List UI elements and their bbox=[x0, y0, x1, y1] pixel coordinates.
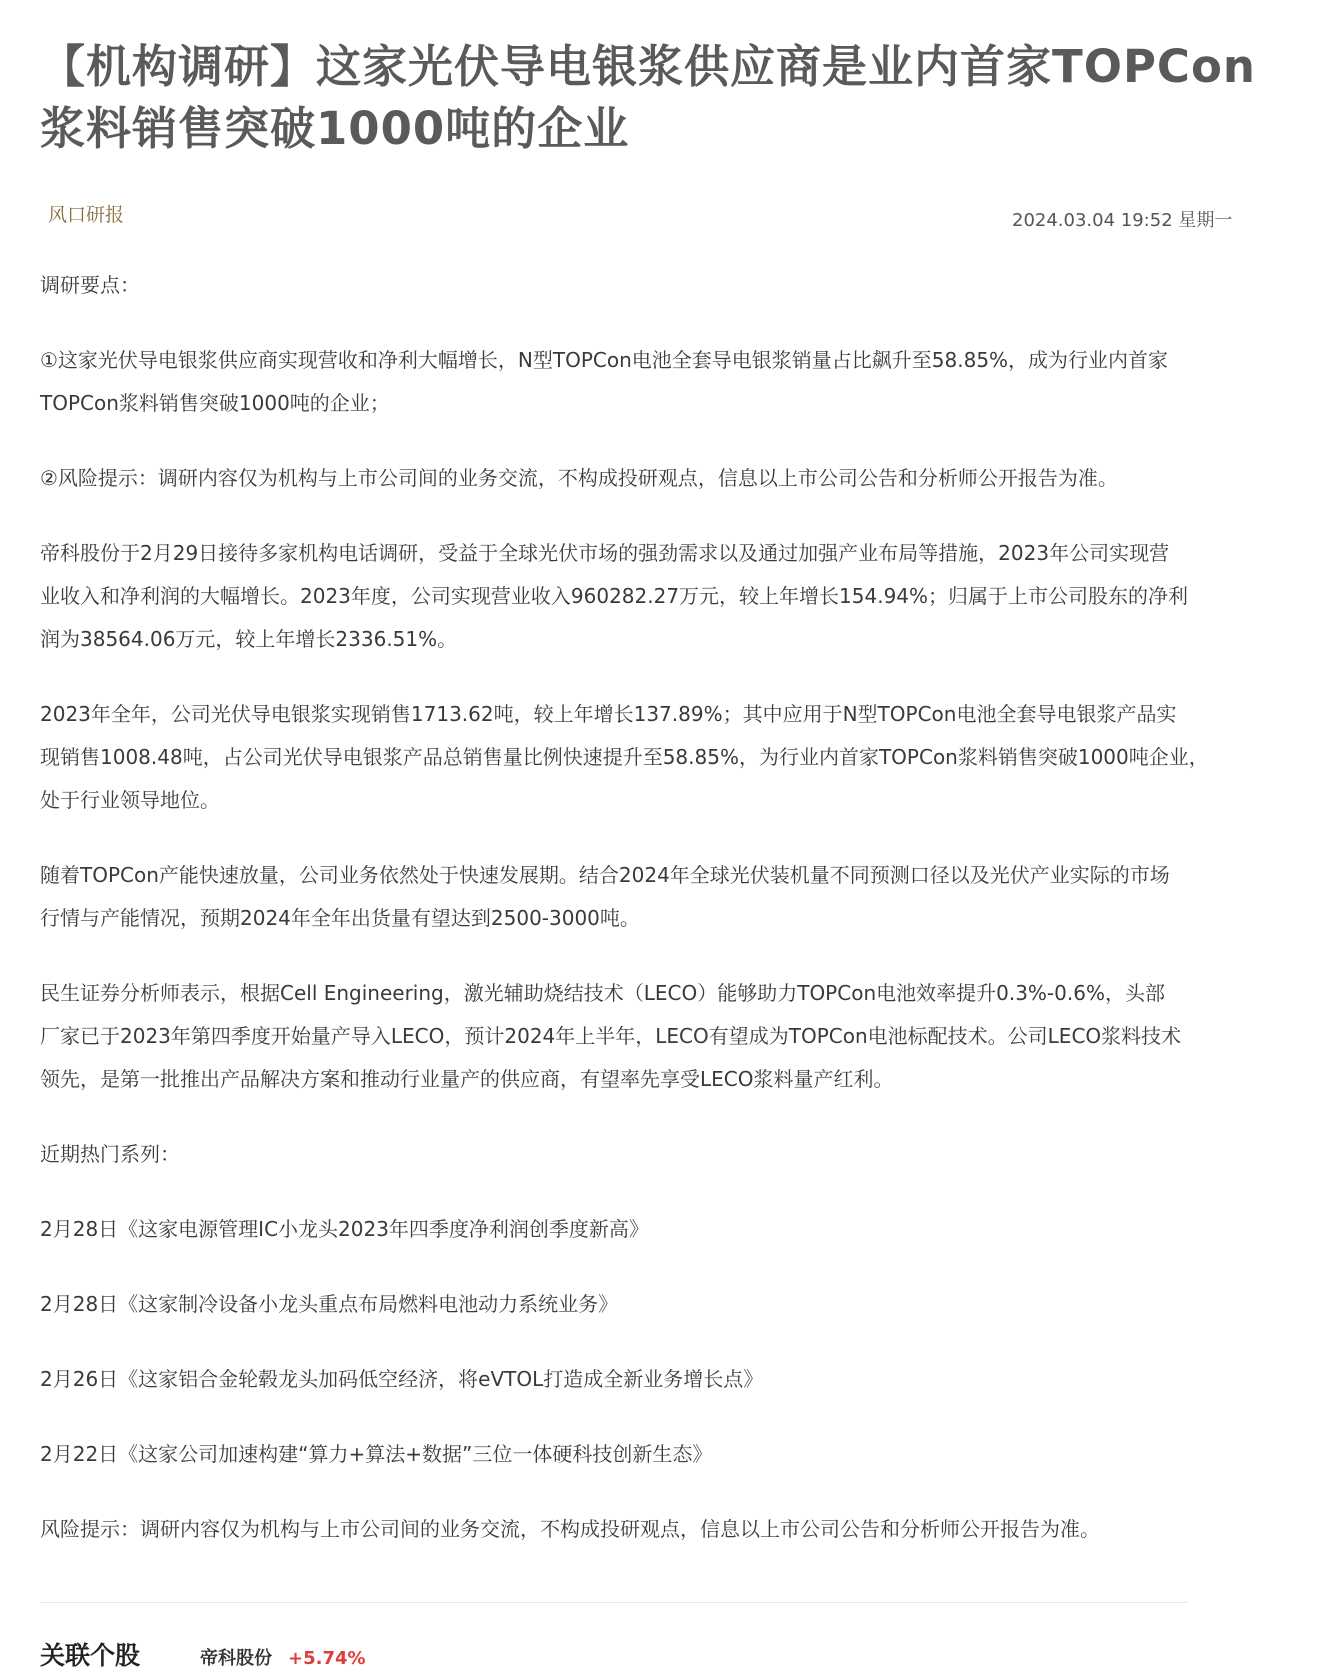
article-body bbox=[40, 264, 1340, 1583]
paragraph-line: 行情与产能情况，预期2024年全年出货量有望达到2500-3000吨。 bbox=[40, 906, 640, 930]
paragraph-line: 2月28日《这家制冷设备小龙头重点布局燃料电池动力系统业务》 bbox=[40, 1292, 619, 1316]
paragraph-line: TOPCon浆料销售突破1000吨的企业； bbox=[40, 391, 390, 415]
paragraph-line: 民生证券分析师表示，根据Cell Engineering，激光辅助烧结技术（LECO）能够助力TOPCon电池效率提升0.3%-0.6%，头部 bbox=[40, 981, 1165, 1005]
article-paragraph bbox=[40, 1508, 1340, 1551]
paragraph-line: 2月28日《这家电源管理IC小龙头2023年四季度净利润创季度新高》 bbox=[40, 1217, 649, 1241]
related-stock-name[interactable]: 帝科股份 bbox=[200, 1648, 273, 1669]
related-stocks-title: 关联个股 bbox=[40, 1641, 141, 1670]
paragraph-line: 2月26日《这家铝合金轮毂龙头加码低空经济，将eVTOL打造成全新业务增长点》 bbox=[40, 1367, 764, 1391]
section-divider bbox=[40, 1602, 1188, 1603]
article-title-line-2: 浆料销售突破1000吨的企业 bbox=[40, 102, 630, 155]
article-paragraph bbox=[40, 264, 1340, 307]
paragraph-line: 领先，是第一批推出产品解决方案和推动行业量产的供应商，有望率先享受LECO浆料量产红利。 bbox=[40, 1067, 894, 1091]
paragraph-line: 风险提示：调研内容仅为机构与上市公司间的业务交流，不构成投研观点，信息以上市公司公告和分析师公开报告为准。 bbox=[40, 1517, 1100, 1541]
article-paragraph bbox=[40, 972, 1340, 1101]
paragraph-line: 厂家已于2023年第四季度开始量产导入LECO，预计2024年上半年，LECO有望成为TOPCon电池标配技术。公司LECO浆料技术 bbox=[40, 1024, 1182, 1048]
related-stock-change: +5.74% bbox=[288, 1648, 366, 1669]
paragraph-line: 润为38564.06万元，较上年增长2336.51%。 bbox=[40, 627, 458, 651]
article-paragraph bbox=[40, 693, 1340, 822]
paragraph-line: 2023年全年，公司光伏导电银浆实现销售1713.62吨，较上年增长137.89%；其中应用于N型TOPCon电池全套导电银浆产品实 bbox=[40, 702, 1177, 726]
article-paragraph bbox=[40, 1133, 1340, 1176]
article-paragraph bbox=[40, 1358, 1340, 1401]
article-paragraph bbox=[40, 457, 1340, 500]
paragraph-line: 帝科股份于2月29日接待多家机构电话调研，受益于全球光伏市场的强劲需求以及通过加强产业布局等措施，2023年公司实现营 bbox=[40, 541, 1170, 565]
paragraph-line: 近期热门系列： bbox=[40, 1142, 180, 1166]
paragraph-line: 调研要点： bbox=[40, 273, 140, 297]
paragraph-line: 业收入和净利润的大幅增长。2023年度，公司实现营业收入960282.27万元，较上年增长154.94%；归属于上市公司股东的净利 bbox=[40, 584, 1189, 608]
paragraph-line: ②风险提示：调研内容仅为机构与上市公司间的业务交流，不构成投研观点，信息以上市公司公告和分析师公开报告为准。 bbox=[40, 466, 1118, 490]
article-title-line-1: 【机构调研】这家光伏导电银浆供应商是业内首家TOPCon bbox=[40, 40, 1256, 93]
paragraph-line: 处于行业领导地位。 bbox=[40, 788, 220, 812]
article-paragraph bbox=[40, 1433, 1340, 1476]
article-source[interactable]: 风口研报 bbox=[48, 204, 125, 226]
article-paragraph bbox=[40, 339, 1340, 425]
related-stocks bbox=[40, 1636, 366, 1672]
paragraph-line: 现销售1008.48吨，占公司光伏导电银浆产品总销售量比例快速提升至58.85%，为行业内首家TOPCon浆料销售突破1000吨企业， bbox=[40, 745, 1209, 769]
article-paragraph bbox=[40, 1283, 1340, 1326]
article-paragraph bbox=[40, 532, 1340, 661]
paragraph-line: ①这家光伏导电银浆供应商实现营收和净利大幅增长，N型TOPCon电池全套导电银浆销量占比飙升至58.85%，成为行业内首家 bbox=[40, 348, 1169, 372]
paragraph-line: 随着TOPCon产能快速放量，公司业务依然处于快速发展期。结合2024年全球光伏装机量不同预测口径以及光伏产业实际的市场 bbox=[40, 863, 1170, 887]
article-datetime: 2024.03.04 19:52 星期一 bbox=[1012, 210, 1233, 231]
article-paragraph bbox=[40, 854, 1340, 940]
article-paragraph bbox=[40, 1208, 1340, 1251]
paragraph-line: 2月22日《这家公司加速构建“算力+算法+数据”三位一体硬科技创新生态》 bbox=[40, 1442, 713, 1466]
article-title bbox=[40, 36, 1340, 160]
